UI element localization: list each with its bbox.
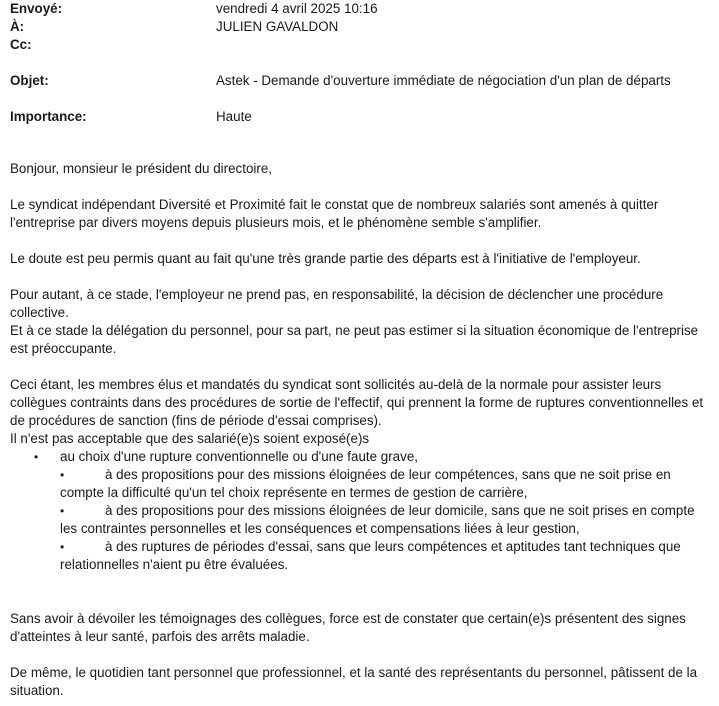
list-item <box>10 502 715 538</box>
to-value: JULIEN GAVALDON <box>216 19 339 34</box>
list-item <box>10 466 715 502</box>
importance-row <box>10 108 710 126</box>
bullet-icon: • <box>60 468 65 482</box>
list-item <box>10 538 715 574</box>
sent-row <box>10 0 710 18</box>
importance-label: Importance: <box>10 109 87 124</box>
bullet-icon: • <box>60 540 65 554</box>
paragraph-5: Il n'est pas acceptable que des salarié(e)s soient exposé(e)s <box>10 431 370 446</box>
paragraph-4: Ceci étant, les membres élus et mandatés du syndicat sont sollicités au-delà de la normale pour assister leurs collègues contraints dans des procédures de sortie de l'effectif, qui prennent la forme de ruptures conventionnelles et de procédures de sanction (fins de période d'essai comprises). <box>10 377 704 428</box>
bullet-list <box>10 448 715 574</box>
sent-label: Envoyé: <box>10 1 63 16</box>
cc-row <box>10 36 710 54</box>
subject-value: Astek - Demande d'ouverture immédiate de négociation d'un plan de départs <box>216 73 671 88</box>
paragraph-3b: Et à ce stade la délégation du personnel, pour sa part, ne peut pas estimer si la situation économique de l'entreprise est préoccupante. <box>10 323 699 356</box>
email-body <box>10 160 715 700</box>
subject-row <box>10 72 710 90</box>
list-item <box>10 448 715 466</box>
bullet-icon: • <box>60 504 65 518</box>
list-item-text: à des ruptures de périodes d'essai, sans que leurs compétences et aptitudes tant techniques que relationnelles n'aient pu être évaluées. <box>60 539 681 572</box>
paragraph-3a: Pour autant, à ce stade, l'employeur ne prend pas, en responsabilité, la décision de déclencher une procédure collective. <box>10 287 664 320</box>
greeting: Bonjour, monsieur le président du directoire, <box>10 161 273 176</box>
subject-label: Objet: <box>10 73 49 88</box>
paragraph-7: De même, le quotidien tant personnel que professionnel, et la santé des représentants du personnel, pâtissent de la situation. <box>10 665 698 698</box>
cc-label: Cc: <box>10 37 32 52</box>
list-item-text: au choix d'une rupture conventionnelle ou d'une faute grave, <box>60 449 418 464</box>
paragraph-1: Le syndicat indépendant Diversité et Proximité fait le constat que de nombreux salariés sont amenés à quitter l'entreprise par divers moyens depuis plusieurs mois, et le phénomène semble s'amplifier. <box>10 197 659 230</box>
paragraph-6: Sans avoir à dévoiler les témoignages des collègues, force est de constater que certain(e)s présentent des signes d'atteintes à leur santé, parfois des arrêts maladie. <box>10 611 686 644</box>
sent-value: vendredi 4 avril 2025 10:16 <box>216 1 378 16</box>
importance-value: Haute <box>216 109 252 124</box>
to-row <box>10 18 710 36</box>
bullet-icon: • <box>34 450 39 464</box>
list-item-text: à des propositions pour des missions éloignées de leur domicile, sans que ne soit prises en compte les contraintes personnelles et les conséquences et compensations liées à leur gestion, <box>60 503 695 536</box>
to-label: À: <box>10 19 25 34</box>
list-item-text: à des propositions pour des missions éloignées de leur compétences, sans que ne soit prise en compte la difficulté qu'un tel choix représente en termes de gestion de carrière, <box>60 467 671 500</box>
paragraph-2: Le doute est peu permis quant au fait qu'une très grande partie des départs est à l'initiative de l'employeur. <box>10 251 641 266</box>
